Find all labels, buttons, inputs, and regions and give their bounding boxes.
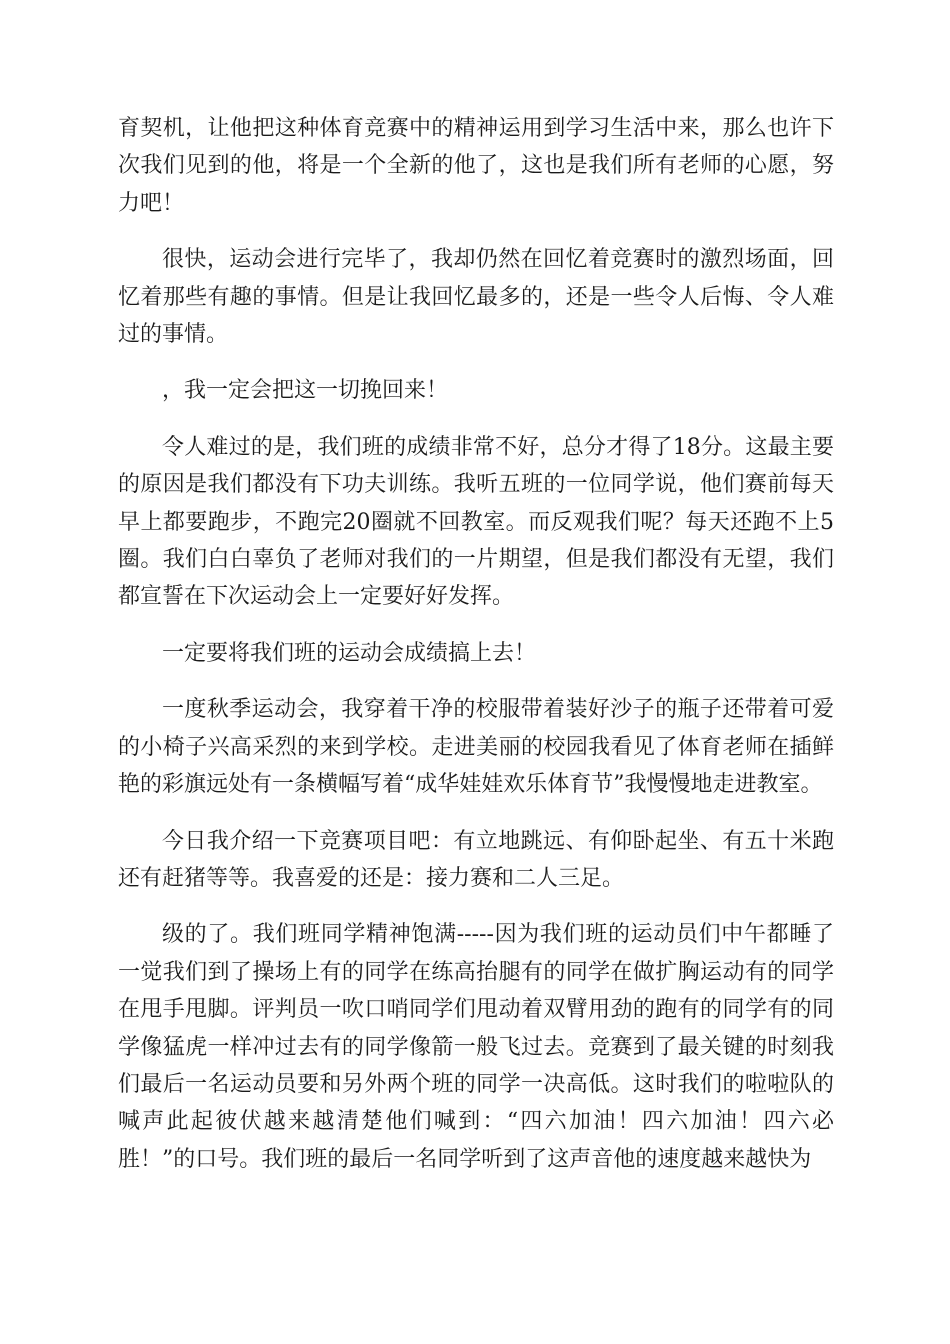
paragraph-6: 一度秋季运动会，我穿着干净的校服带着装好沙子的瓶子还带着可爱的小椅子兴高采烈的来到学校。走进美丽的校园我看见了体育老师在插鲜艳的彩旗远处有一条横幅写着“成华娃娃欢乐体育节”我慢慢地走进教室。	[118, 697, 834, 798]
paragraph-8: 级的了。我们班同学精神饱满-----因为我们班的运动员们中午都睡了一觉我们到了操场上有的同学在练高抬腿有的同学在做扩胸运动有的同学在甩手甩脚。评判员一吹口哨同学们甩动着双臂用劲的跑有的同学有的同学像猛虎一样冲过去有的同学像箭一般飞过去。竞赛到了最关键的时刻我们最后一名运动员要和另外两个班的同学一决高低。这时我们的啦啦队的喊声此起彼伏越来越清楚他们喊到：“四六加油！四六加油！四六必胜！”的口号。我们班的最后一名同学听到了这声音他的速度越来越快为	[118, 922, 834, 1172]
paragraph-3: ，我一定会把这一切挽回来！	[162, 378, 449, 404]
paragraph-2: 很快，运动会进行完毕了，我却仍然在回忆着竞赛时的激烈场面，回忆着那些有趣的事情。但是让我回忆最多的，还是一些令人后悔、令人难过的事情。	[118, 247, 834, 348]
paragraph-4: 令人难过的是，我们班的成绩非常不好，总分才得了18分。这最主要的原因是我们都没有下功夫训练。我听五班的一位同学说，他们赛前每天早上都要跑步，不跑完20圈就不回教室。而反观我们呢？每天还跑不上5圈。我们白白辜负了老师对我们的一片期望，但是我们都没有无望，我们都宣誓在下次运动会上一定要好好发挥。	[118, 434, 834, 610]
document-page	[118, 110, 834, 1197]
paragraph-5: 一定要将我们班的运动会成绩搞上去！	[162, 640, 537, 666]
paragraph-1: 育契机，让他把这种体育竞赛中的精神运用到学习生活中来，那么也许下次我们见到的他，将是一个全新的他了，这也是我们所有老师的心愿，努力吧！	[118, 116, 834, 216]
paragraph-7: 今日我介绍一下竞赛项目吧：有立地跳远、有仰卧起坐、有五十米跑还有赶猪等等。我喜爱的还是：接力赛和二人三足。	[118, 828, 834, 891]
